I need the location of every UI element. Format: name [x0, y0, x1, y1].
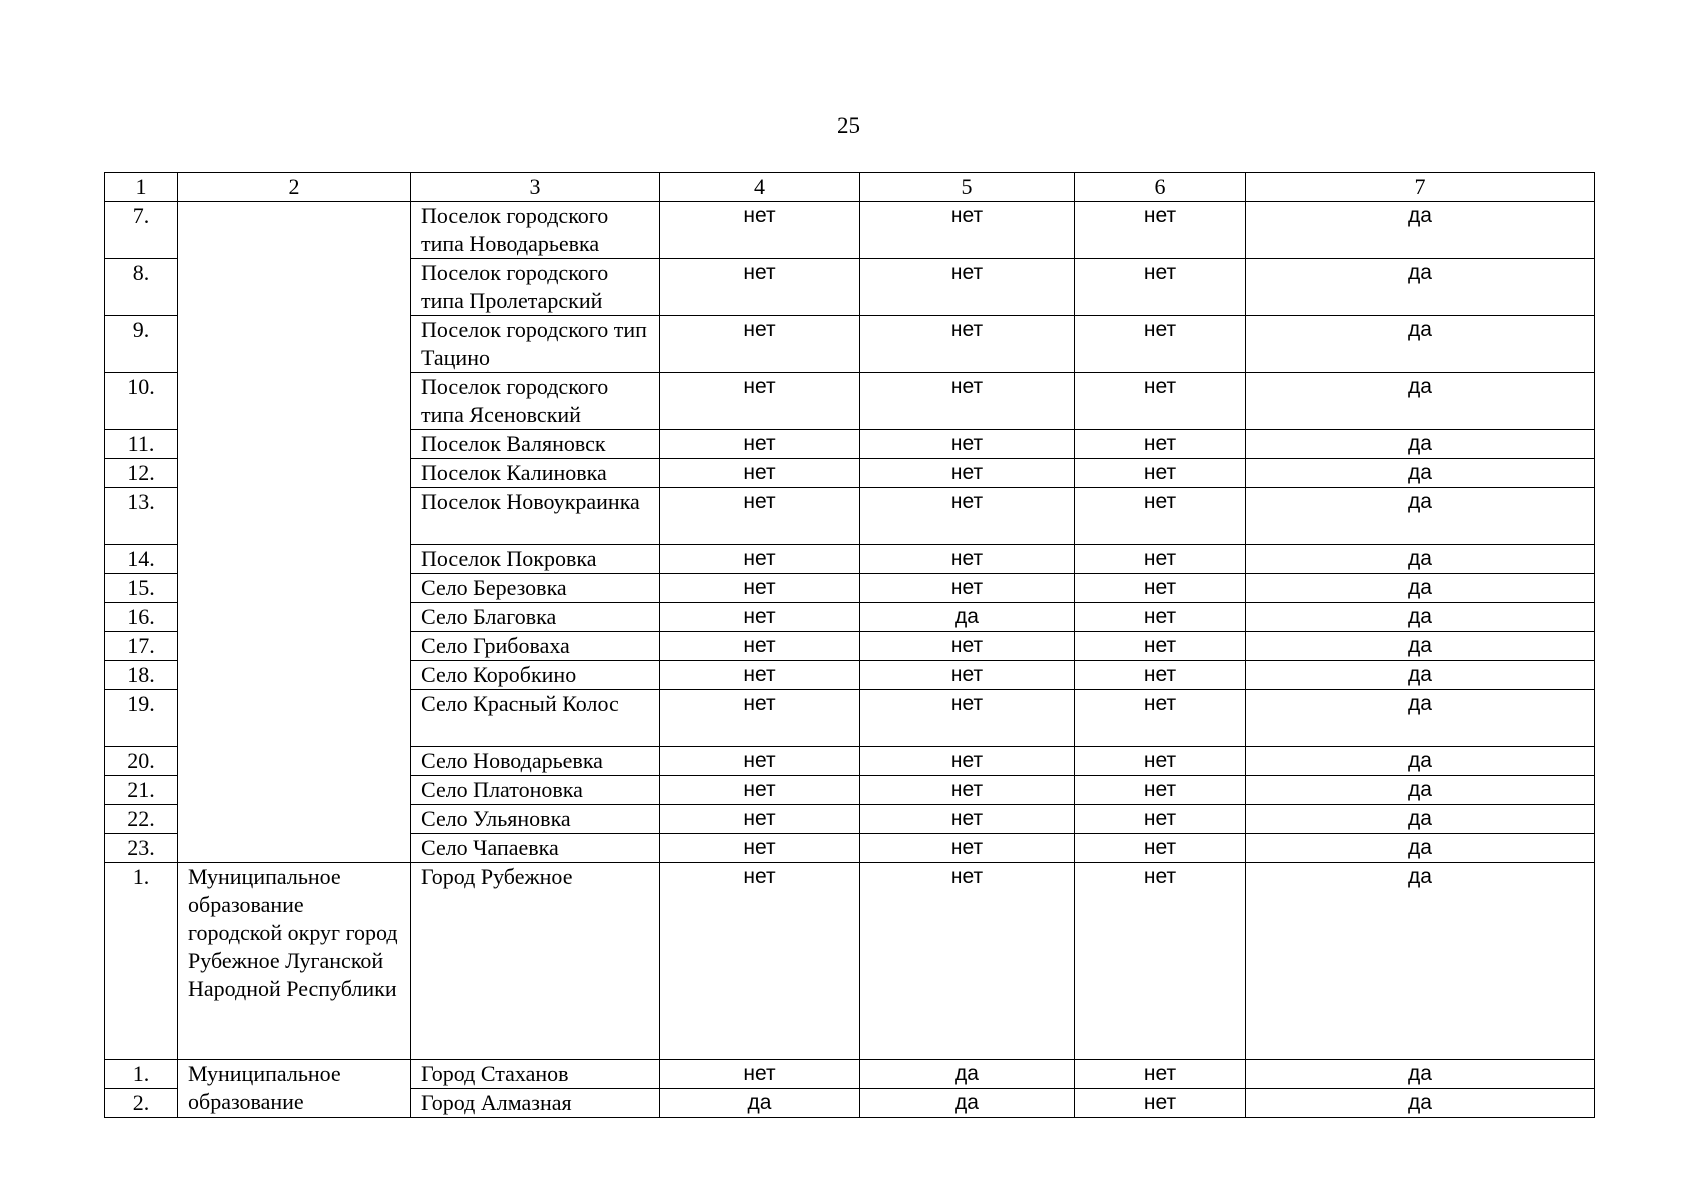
settlement-name: Село Красный Колос [411, 690, 660, 747]
row-number: 16. [105, 603, 178, 632]
col4-value: нет [660, 747, 860, 776]
col7-value: да [1246, 259, 1595, 316]
col7-value: да [1246, 545, 1595, 574]
col6-value: нет [1075, 776, 1246, 805]
row-number: 9. [105, 316, 178, 373]
col5-value: нет [860, 259, 1075, 316]
row-number: 13. [105, 488, 178, 545]
row-number: 2. [105, 1089, 178, 1118]
municipality-cell-empty [178, 202, 411, 863]
row-number: 7. [105, 202, 178, 259]
row-number: 18. [105, 661, 178, 690]
col4-value: нет [660, 488, 860, 545]
col6-value: нет [1075, 805, 1246, 834]
col5-value: нет [860, 545, 1075, 574]
col4-value: нет [660, 1060, 860, 1089]
col6-value: нет [1075, 459, 1246, 488]
col7-value: да [1246, 430, 1595, 459]
col4-value: нет [660, 834, 860, 863]
col4-value: нет [660, 776, 860, 805]
col7-value: да [1246, 1089, 1595, 1118]
col7-value: да [1246, 1060, 1595, 1089]
settlement-name: Город Стаханов [411, 1060, 660, 1089]
municipality-name: Муниципальное образование [178, 1060, 411, 1118]
col5-value: нет [860, 834, 1075, 863]
column-header: 6 [1075, 173, 1246, 202]
col6-value: нет [1075, 1089, 1246, 1118]
settlement-name: Село Платоновка [411, 776, 660, 805]
table-row [105, 202, 1595, 259]
col5-value: нет [860, 430, 1075, 459]
column-header: 1 [105, 173, 178, 202]
settlement-name: Село Чапаевка [411, 834, 660, 863]
col5-value: да [860, 1060, 1075, 1089]
settlement-name: Поселок городского тип Тацино [411, 316, 660, 373]
settlement-name: Поселок Покровка [411, 545, 660, 574]
column-header: 3 [411, 173, 660, 202]
col4-value: нет [660, 690, 860, 747]
row-number: 8. [105, 259, 178, 316]
col6-value: нет [1075, 488, 1246, 545]
settlement-name: Поселок Новоукраинка [411, 488, 660, 545]
col4-value: нет [660, 373, 860, 430]
column-header: 5 [860, 173, 1075, 202]
col5-value: нет [860, 632, 1075, 661]
settlement-name: Поселок Валяновск [411, 430, 660, 459]
col6-value: нет [1075, 574, 1246, 603]
col6-value: нет [1075, 863, 1246, 1060]
settlement-name: Село Грибоваха [411, 632, 660, 661]
col4-value: нет [660, 316, 860, 373]
settlement-name: Село Новодарьевка [411, 747, 660, 776]
row-number: 17. [105, 632, 178, 661]
settlement-name: Поселок городского типа Новодарьевка [411, 202, 660, 259]
col7-value: да [1246, 661, 1595, 690]
col6-value: нет [1075, 373, 1246, 430]
settlements-table [104, 172, 1595, 1118]
settlement-name: Село Благовка [411, 603, 660, 632]
col7-value: да [1246, 747, 1595, 776]
col5-value: нет [860, 776, 1075, 805]
col7-value: да [1246, 776, 1595, 805]
col4-value: нет [660, 259, 860, 316]
col4-value: да [660, 1089, 860, 1118]
settlement-name: Село Коробкино [411, 661, 660, 690]
col6-value: нет [1075, 430, 1246, 459]
col4-value: нет [660, 805, 860, 834]
col5-value: да [860, 603, 1075, 632]
col6-value: нет [1075, 316, 1246, 373]
column-header: 7 [1246, 173, 1595, 202]
col4-value: нет [660, 430, 860, 459]
row-number: 15. [105, 574, 178, 603]
settlement-name: Поселок Калиновка [411, 459, 660, 488]
col5-value: нет [860, 747, 1075, 776]
col4-value: нет [660, 603, 860, 632]
col7-value: да [1246, 459, 1595, 488]
col5-value: нет [860, 690, 1075, 747]
row-number: 1. [105, 1060, 178, 1089]
col5-value: нет [860, 661, 1075, 690]
row-number: 23. [105, 834, 178, 863]
settlement-name: Село Березовка [411, 574, 660, 603]
settlement-name: Поселок городского типа Пролетарский [411, 259, 660, 316]
col4-value: нет [660, 661, 860, 690]
col6-value: нет [1075, 603, 1246, 632]
col4-value: нет [660, 632, 860, 661]
column-header: 2 [178, 173, 411, 202]
column-header: 4 [660, 173, 860, 202]
col6-value: нет [1075, 661, 1246, 690]
settlement-name: Город Рубежное [411, 863, 660, 1060]
col7-value: да [1246, 863, 1595, 1060]
col6-value: нет [1075, 632, 1246, 661]
col6-value: нет [1075, 1060, 1246, 1089]
col7-value: да [1246, 805, 1595, 834]
col7-value: да [1246, 202, 1595, 259]
col4-value: нет [660, 574, 860, 603]
col5-value: нет [860, 805, 1075, 834]
table-row [105, 863, 1595, 1060]
col6-value: нет [1075, 545, 1246, 574]
col7-value: да [1246, 632, 1595, 661]
settlement-name: Поселок городского типа Ясеновский [411, 373, 660, 430]
row-number: 1. [105, 863, 178, 1060]
col5-value: нет [860, 863, 1075, 1060]
settlement-name: Город Алмазная [411, 1089, 660, 1118]
col7-value: да [1246, 373, 1595, 430]
row-number: 10. [105, 373, 178, 430]
settlement-name: Село Ульяновка [411, 805, 660, 834]
col7-value: да [1246, 574, 1595, 603]
col7-value: да [1246, 603, 1595, 632]
col7-value: да [1246, 488, 1595, 545]
row-number: 21. [105, 776, 178, 805]
row-number: 14. [105, 545, 178, 574]
table-header-row [105, 173, 1595, 202]
municipality-name: Муниципальное образование городской округ город Рубежное Луганской Народной Республики [178, 863, 411, 1060]
row-number: 12. [105, 459, 178, 488]
col5-value: нет [860, 202, 1075, 259]
row-number: 11. [105, 430, 178, 459]
col7-value: да [1246, 834, 1595, 863]
col4-value: нет [660, 459, 860, 488]
col5-value: нет [860, 373, 1075, 430]
col4-value: нет [660, 545, 860, 574]
col6-value: нет [1075, 202, 1246, 259]
table-row [105, 1060, 1595, 1089]
col4-value: нет [660, 202, 860, 259]
row-number: 20. [105, 747, 178, 776]
col6-value: нет [1075, 747, 1246, 776]
col5-value: нет [860, 488, 1075, 545]
col7-value: да [1246, 316, 1595, 373]
col5-value: да [860, 1089, 1075, 1118]
col4-value: нет [660, 863, 860, 1060]
col6-value: нет [1075, 834, 1246, 863]
col6-value: нет [1075, 259, 1246, 316]
col5-value: нет [860, 316, 1075, 373]
row-number: 19. [105, 690, 178, 747]
col5-value: нет [860, 574, 1075, 603]
page-number: 25 [837, 113, 860, 138]
col7-value: да [1246, 690, 1595, 747]
row-number: 22. [105, 805, 178, 834]
col5-value: нет [860, 459, 1075, 488]
col6-value: нет [1075, 690, 1246, 747]
